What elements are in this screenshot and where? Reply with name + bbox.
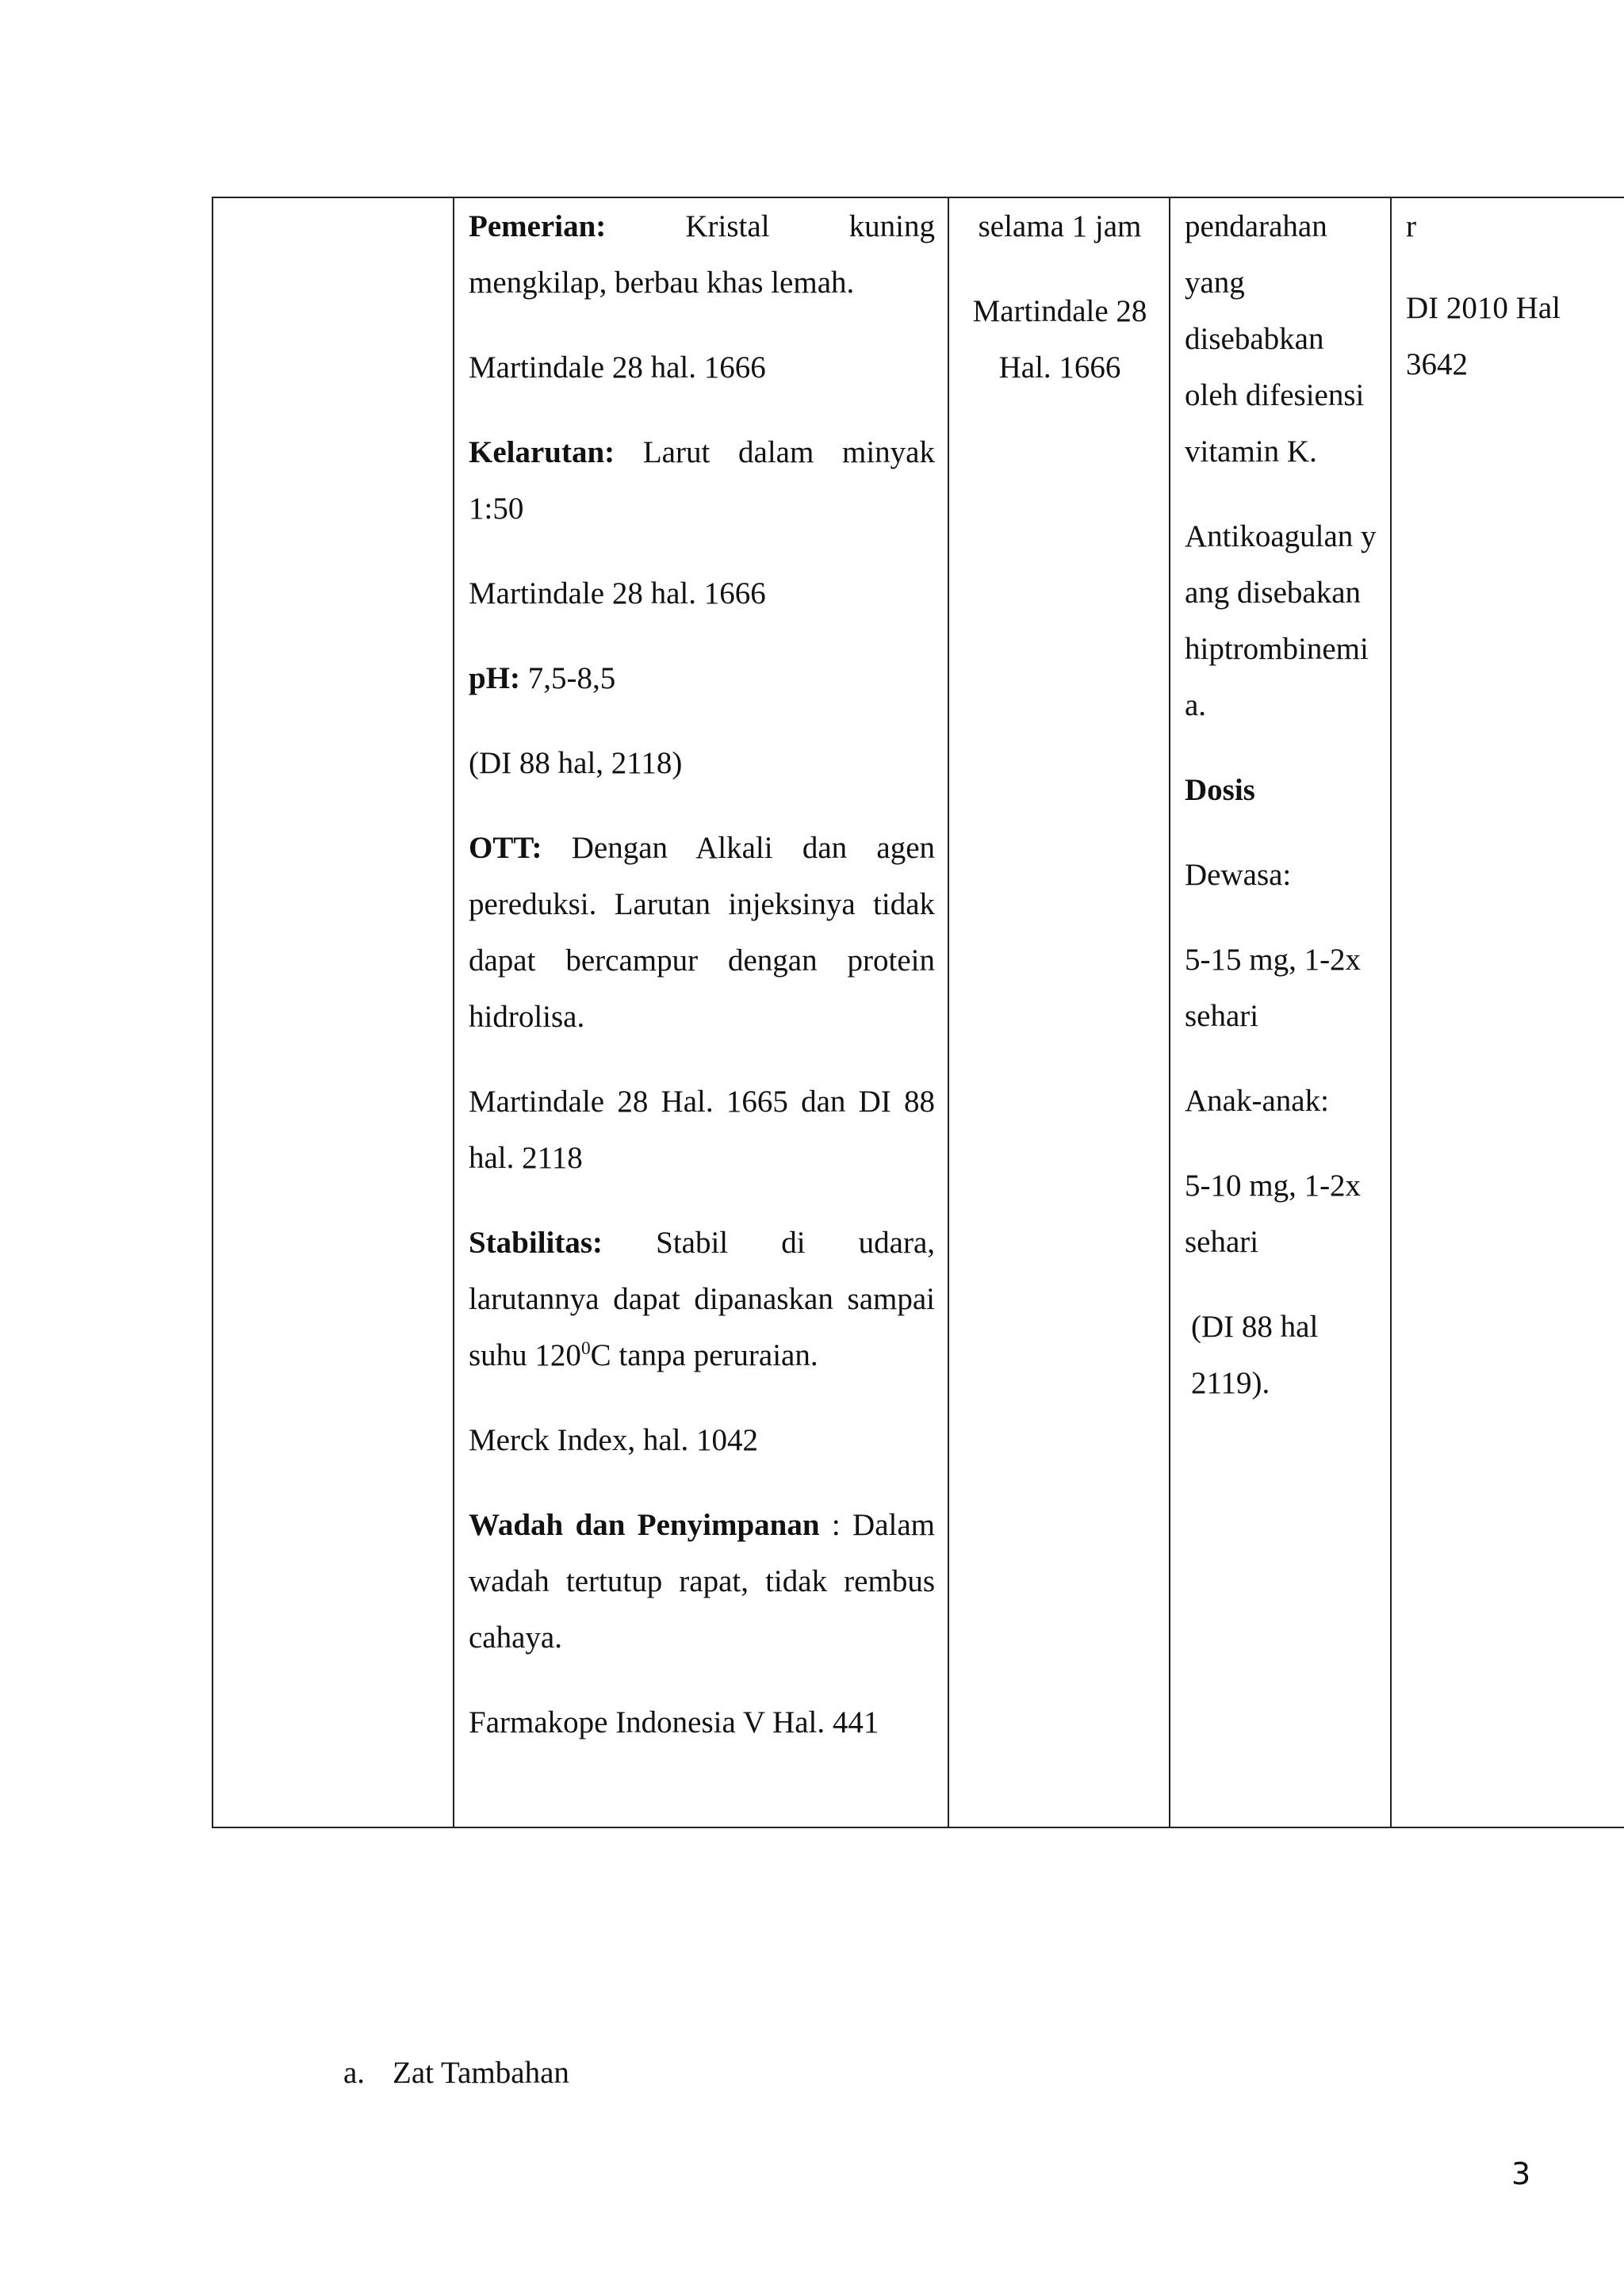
dosage-group: Anak-anak:	[1185, 1084, 1329, 1118]
entry-text: : Dalam wadah tertutup rapat, tidak rembus cahaya.	[469, 1508, 935, 1655]
section-title: Zat Tambahan	[393, 2056, 569, 2090]
cell-sterilization-column	[948, 197, 1170, 1827]
pemerian-entry	[469, 198, 935, 311]
sterilization-text: selama 1 jam	[978, 209, 1142, 243]
ph-entry	[469, 650, 935, 706]
indication-text: pendarahan yang disebabkan oleh difesiensi vitamin K.	[1185, 209, 1365, 469]
cell-reference-column	[1391, 197, 1624, 1827]
entry-text: Dengan Alkali dan agen pereduksi. Larutan injeksinya tidak dapat bercampur dengan protein hidrolisa.	[469, 831, 936, 1034]
reference-text: Martindale 28 Hal. 1666	[972, 294, 1147, 385]
page-number: 3	[1511, 2156, 1531, 2191]
cell-indication-column	[1170, 197, 1391, 1827]
entry-label: Pemerian:	[469, 209, 607, 243]
dosage-value: 5-15 mg, 1-2x sehari	[1185, 943, 1362, 1033]
dosage-group: Dewasa:	[1185, 858, 1292, 892]
entry-text: Stabil di udara, larutannya dapat dipanaskan sampai suhu 120	[469, 1226, 936, 1372]
kelarutan-entry	[469, 424, 935, 537]
entry-text: Larut dalam minyak 1:50	[469, 435, 935, 526]
reference-text: DI 2010 Hal 3642	[1406, 291, 1561, 381]
reference-text: Martindale 28 hal. 1666	[469, 350, 766, 385]
wadah-entry	[469, 1497, 935, 1666]
continued-text: r	[1406, 209, 1416, 243]
reference-text: Merck Index, hal. 1042	[469, 1423, 758, 1457]
reference-text: (DI 88 hal 2119).	[1191, 1310, 1319, 1400]
ott-entry	[469, 820, 935, 1045]
entry-label: Kelarutan:	[469, 435, 615, 469]
monograph-table	[212, 197, 1624, 1828]
reference-text: Martindale 28 hal. 1666	[469, 576, 766, 610]
dosis-heading: Dosis	[1185, 773, 1255, 807]
entry-label: pH:	[469, 661, 521, 695]
section-heading	[343, 2049, 569, 2097]
cell-properties-column	[454, 197, 948, 1827]
entry-label: OTT:	[469, 831, 542, 865]
list-marker: a.	[343, 2056, 366, 2090]
indication-text: Antikoagulan yang disebakan hiptrombinemia.	[1185, 519, 1377, 722]
cell-name-column	[213, 197, 454, 1827]
entry-text: 7,5-8,5	[527, 661, 616, 695]
table-row	[213, 197, 1624, 1827]
entry-text: Kristal kuning mengkilap, berbau khas lemah.	[469, 209, 935, 300]
reference-text: Farmakope Indonesia V Hal. 441	[469, 1705, 879, 1739]
entry-label: Wadah dan Penyimpanan	[469, 1508, 820, 1542]
reference-text: (DI 88 hal, 2118)	[469, 746, 683, 780]
superscript-degree: 0	[580, 1338, 591, 1359]
reference-text: Martindale 28 Hal. 1665 dan DI 88 hal. 2118	[469, 1085, 935, 1175]
entry-label: Stabilitas:	[469, 1226, 603, 1260]
dosage-value: 5-10 mg, 1-2x sehari	[1185, 1169, 1362, 1259]
stabilitas-entry	[469, 1215, 935, 1383]
entry-text: C tanpa peruraian.	[590, 1338, 818, 1372]
